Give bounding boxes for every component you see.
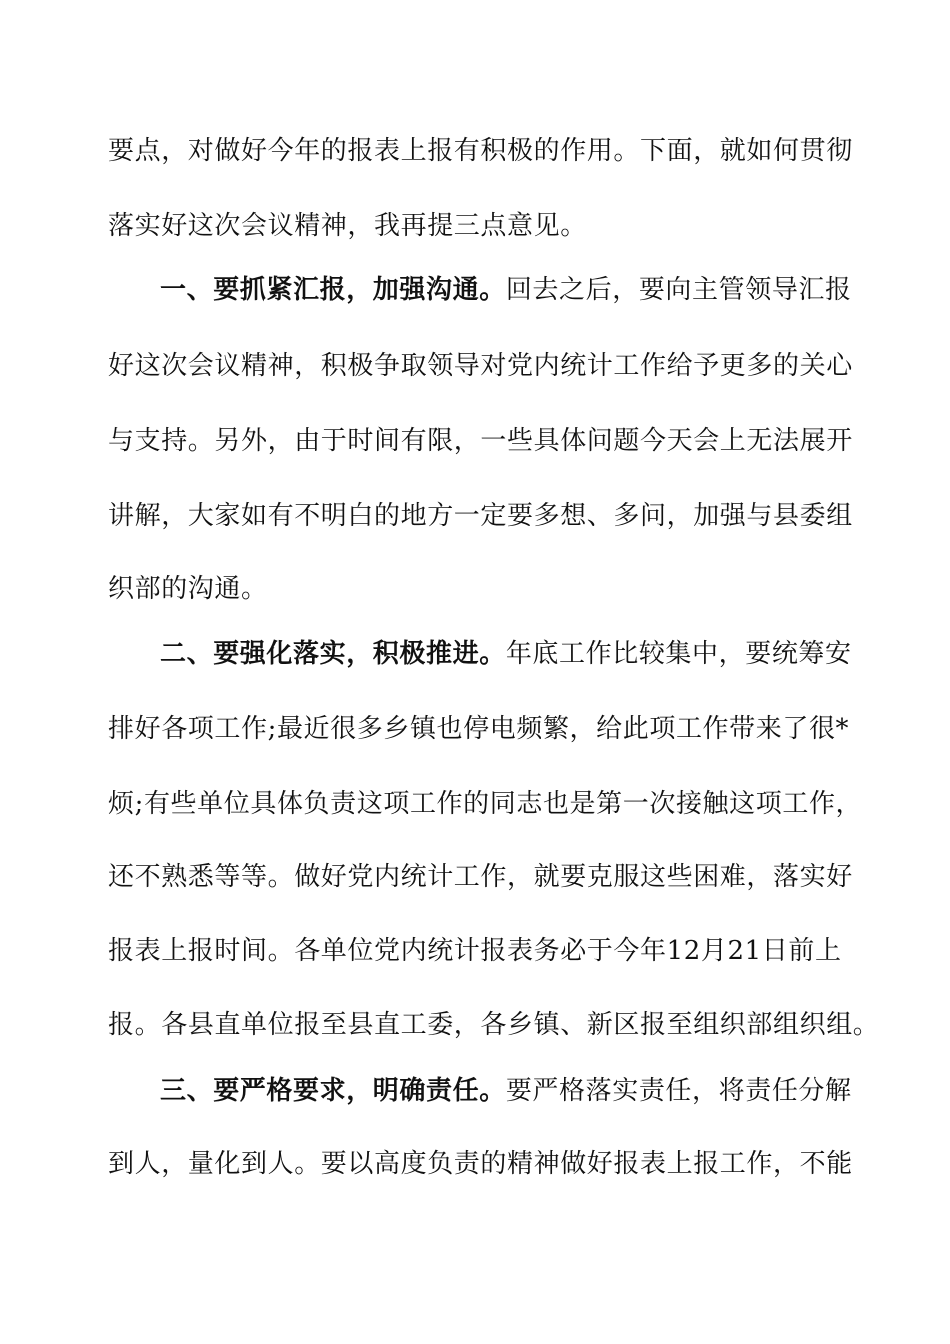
body-line: 讲解，大家如有不明白的地方一定要多想、多问，加强与县委组 bbox=[108, 501, 853, 531]
body-line: 落实好这次会议精神，我再提三点意见。 bbox=[108, 211, 587, 241]
body-line: 烦;有些单位具体负责这项工作的同志也是第一次接触这项工作， bbox=[108, 789, 863, 819]
body-line: 织部的沟通。 bbox=[108, 574, 268, 604]
section-3-text: 要严格落实责任，将责任分解 bbox=[505, 1076, 852, 1106]
body-line: 好这次会议精神，积极争取领导对党内统计工作给予更多的关心 bbox=[108, 351, 853, 381]
body-line: 报。各县直单位报至县直工委，各乡镇、新区报至组织部组织组。 bbox=[108, 1010, 880, 1040]
section-3-heading: 三、要严格要求，明确责任。 bbox=[160, 1076, 506, 1106]
body-line: 与支持。另外，由于时间有限，一些具体问题今天会上无法展开 bbox=[108, 426, 853, 456]
section-3-paragraph-start bbox=[160, 1071, 900, 1111]
body-line: 要点，对做好今年的报表上报有积极的作用。下面，就如何贯彻 bbox=[108, 136, 853, 166]
section-2-paragraph-start bbox=[160, 634, 900, 674]
section-1-paragraph-start bbox=[160, 270, 900, 310]
body-line: 还不熟悉等等。做好党内统计工作，就要克服这些困难，落实好 bbox=[108, 862, 853, 892]
section-1-text: 回去之后，要向主管领导汇报 bbox=[505, 275, 852, 305]
body-line: 报表上报时间。各单位党内统计报表务必于今年12月21日前上 bbox=[108, 936, 842, 966]
section-2-text: 年底工作比较集中，要统筹安 bbox=[505, 639, 852, 669]
section-2-heading: 二、要强化落实，积极推进。 bbox=[160, 639, 506, 669]
section-1-heading: 一、要抓紧汇报，加强沟通。 bbox=[160, 275, 506, 305]
body-line: 到人，量化到人。要以高度负责的精神做好报表上报工作，不能 bbox=[108, 1149, 853, 1179]
body-line: 排好各项工作;最近很多乡镇也停电频繁，给此项工作带来了很* bbox=[108, 714, 850, 744]
